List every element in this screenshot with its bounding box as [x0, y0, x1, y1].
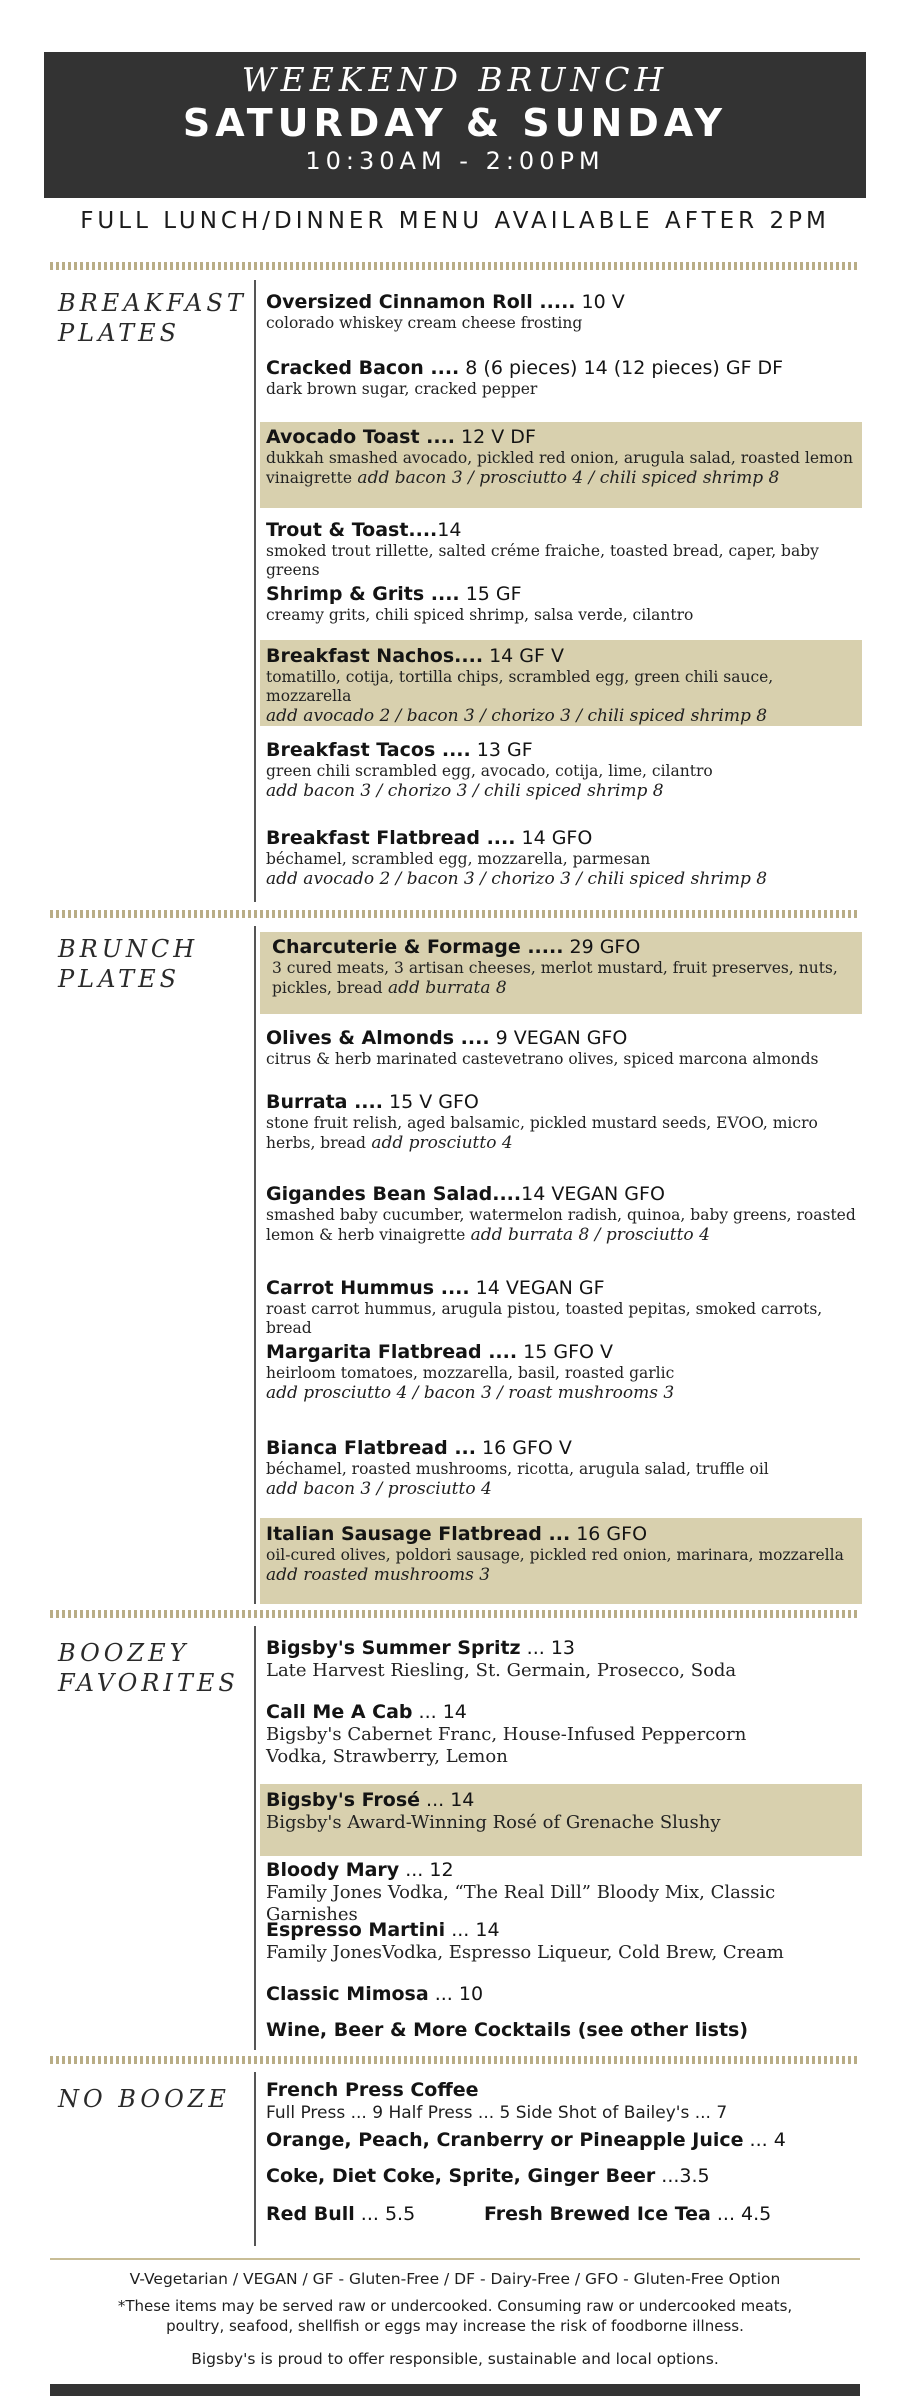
item-text: Charcuterie & Formage .....: [272, 936, 564, 958]
item-desc: oil-cured olives, poldori sausage, pickled red onion, marinara, mozzarella: [266, 1546, 844, 1564]
item-text: GFO V: [547, 1341, 613, 1363]
menu-item: [266, 738, 860, 801]
item-text: ... 5.5: [354, 2203, 416, 2225]
item-desc: citrus & herb marinated castevetrano olives, spiced marcona almonds: [266, 1050, 819, 1068]
item-name: [266, 1522, 862, 1546]
item-addon: add bacon 3 / chorizo 3 / chili spiced shrimp 8: [266, 781, 664, 801]
item-name: [484, 2202, 854, 2226]
raw-food-warning: [44, 2296, 866, 2336]
item-text: ... 14: [412, 1701, 467, 1723]
item-addon: add prosciutto 4: [365, 1133, 513, 1153]
item-text: Fresh Brewed Ice Tea: [484, 2203, 711, 2225]
item-text: 14: [521, 1183, 546, 1205]
item-desc: creamy grits, chili spiced shrimp, salsa verde, cilantro: [266, 606, 694, 624]
item-text: Shrimp & Grits ....: [266, 583, 460, 605]
item-desc: Bigsby's Award-Winning Rosé of Grenache Slushy: [266, 1812, 721, 1833]
item-addon: add prosciutto 4 / bacon 3 / roast mushrooms 3: [266, 1383, 675, 1403]
item-text: GF: [489, 583, 522, 605]
item-text: Margarita Flatbread ....: [266, 1341, 518, 1363]
item-name: [266, 738, 860, 762]
item-name: [266, 1436, 860, 1460]
item-desc: heirloom tomatoes, mozzarella, basil, roasted garlic: [266, 1364, 675, 1382]
section-title-line: PLATES: [58, 965, 181, 993]
item-text: Avocado Toast ....: [266, 426, 456, 448]
divider: [50, 2056, 860, 2064]
section-title-nobooze: NO BOOZE: [58, 2085, 230, 2113]
item-text: 3 cured meats, 3 artisan cheeses, merlot mustard, fruit preserves, nuts, pickles, bread: [272, 959, 838, 997]
item-text: GFO: [593, 936, 641, 958]
divider: [50, 262, 860, 270]
item-desc: tomatillo, cotija, tortilla chips, scrambled egg, green chili sauce, mozzarella: [266, 668, 774, 705]
header-days: SATURDAY & SUNDAY: [182, 101, 728, 145]
item-text: VEGAN GF: [499, 1277, 605, 1299]
section-title-brunch: [58, 934, 198, 994]
item-text: 14: [469, 1277, 500, 1299]
warning-line: poultry, seafood, shellfish or eggs may increase the risk of foodborne illness.: [166, 2317, 744, 2335]
item-name: [266, 1788, 862, 1812]
item-text: 15: [517, 1341, 548, 1363]
item-text: Italian Sausage Flatbread ...: [266, 1523, 571, 1545]
item-text: V: [605, 291, 625, 313]
section-title-boozey: [58, 1638, 239, 1698]
item-name: [266, 826, 860, 850]
item-text: 14: [483, 645, 514, 667]
item-text: GFO V: [506, 1437, 572, 1459]
item-text: Classic Mimosa: [266, 1983, 429, 2005]
item-name: French Press Coffee: [266, 2079, 479, 2101]
section-title-line: BRUNCH: [58, 935, 199, 963]
item-text: Wine, Beer & More Cocktails (see other lists): [266, 2019, 749, 2041]
item-name: [266, 2128, 860, 2152]
item-name: [266, 582, 860, 606]
item-text: 9: [489, 1027, 508, 1049]
drink-item: [266, 2078, 860, 2124]
item-addon: add roasted mushrooms 3: [266, 1565, 491, 1585]
item-text: GFO: [545, 827, 593, 849]
item-text: stone fruit relish, aged balsamic, pickled mustard seeds, EVOO, micro herbs, bread: [266, 1114, 818, 1152]
item-addon: add burrata 8 / prosciutto 4: [465, 1225, 710, 1245]
drink-item: [266, 1700, 860, 1768]
item-text: Breakfast Flatbread ....: [266, 827, 516, 849]
item-name: [266, 2164, 860, 2188]
menu-item-featured: [260, 422, 862, 508]
item-name: [272, 935, 862, 959]
item-name: [266, 644, 862, 668]
item-name: [266, 356, 860, 380]
item-text: Bianca Flatbread ...: [266, 1437, 476, 1459]
item-text: Coke, Diet Coke, Sprite, Ginger Beer: [266, 2165, 656, 2187]
item-name: [266, 290, 860, 314]
item-text: 10: [575, 291, 606, 313]
header-title: WEEKEND BRUNCH: [241, 60, 669, 99]
item-text: 8 (6 pieces) 14 (12 pieces): [459, 357, 720, 379]
sustainability-note: Bigsby's is proud to offer responsible, sustainable and local options.: [191, 2350, 719, 2368]
item-name: [266, 425, 862, 449]
footer-bar: [50, 2384, 860, 2396]
item-text: ... 4: [743, 2129, 786, 2151]
item-text: Burrata ....: [266, 1091, 383, 1113]
item-name: [266, 1858, 860, 1882]
item-desc: Family JonesVodka, Espresso Liqueur, Cold Brew, Cream: [266, 1942, 784, 1963]
item-text: Breakfast Nachos....: [266, 645, 484, 667]
menu-item: [266, 1026, 860, 1069]
item-text: Gigandes Bean Salad....: [266, 1183, 522, 1205]
item-text: V GFO: [413, 1091, 479, 1113]
item-text: Call Me A Cab: [266, 1701, 413, 1723]
section-title-breakfast: [58, 288, 247, 348]
item-text: 29: [563, 936, 594, 958]
item-desc: smoked trout rillette, salted créme fraiche, toasted bread, caper, baby greens: [266, 542, 819, 579]
item-desc: Family Jones Vodka, “The Real Dill” Bloody Mix, Classic Garnishes: [266, 1882, 776, 1925]
drink-item: [266, 2164, 860, 2188]
item-text: Orange, Peach, Cranberry or Pineapple Juice: [266, 2129, 744, 2151]
item-text: GFO: [600, 1523, 648, 1545]
drink-item: [484, 2202, 854, 2226]
item-name: [266, 1090, 860, 1114]
vertical-divider: [254, 280, 256, 902]
item-name: [266, 1340, 860, 1364]
item-desc: [272, 959, 862, 998]
item-desc: [266, 1114, 860, 1153]
item-desc: roast carrot hummus, arugula pistou, toasted pepitas, smoked carrots, bread: [266, 1300, 823, 1337]
item-desc: Late Harvest Riesling, St. Germain, Prosecco, Soda: [266, 1660, 737, 1681]
item-name: [266, 518, 860, 542]
warning-line: *These items may be served raw or undercooked. Consuming raw or undercooked meats,: [117, 2297, 793, 2315]
menu-item: [266, 1340, 860, 1403]
footer-rule: [50, 2258, 860, 2260]
item-text: Bloody Mary: [266, 1859, 400, 1881]
item-text: Carrot Hummus ....: [266, 1277, 470, 1299]
item-text: ... 14: [420, 1789, 475, 1811]
item-text: ... 4.5: [710, 2203, 772, 2225]
drink-item: [266, 1636, 860, 1682]
section-title-line: PLATES: [58, 319, 181, 347]
item-text: VEGAN GFO: [507, 1027, 628, 1049]
vertical-divider: [254, 2072, 256, 2246]
item-text: Red Bull: [266, 2203, 355, 2225]
item-name: [266, 1918, 860, 1942]
item-desc: béchamel, scrambled egg, mozzarella, parmesan: [266, 850, 651, 868]
section-title-line: FAVORITES: [58, 1669, 239, 1697]
item-text: Espresso Martini: [266, 1919, 446, 1941]
item-desc: colorado whiskey cream cheese frosting: [266, 314, 583, 332]
dietary-legend: V-Vegetarian / VEGAN / GF - Gluten-Free / DF - Dairy-Free / GFO - Gluten-Free Option: [129, 2270, 781, 2288]
header-banner: [44, 52, 866, 198]
menu-item: [266, 1090, 860, 1153]
divider: [50, 910, 860, 918]
item-text: ...3.5: [655, 2165, 710, 2187]
item-text: 15: [459, 583, 490, 605]
item-text: 16: [475, 1437, 507, 1459]
header-hours: 10:30AM - 2:00PM: [305, 147, 605, 175]
menu-item: [266, 518, 860, 580]
item-text: Oversized Cinnamon Roll .....: [266, 291, 576, 313]
section-title-line: BREAKFAST: [58, 289, 247, 317]
item-text: Olives & Almonds ....: [266, 1027, 490, 1049]
item-text: ... 12: [399, 1859, 454, 1881]
item-desc: [266, 449, 862, 488]
item-desc: [266, 1206, 860, 1245]
item-text: Breakfast Tacos ....: [266, 739, 471, 761]
menu-item: [266, 356, 860, 399]
item-name: [266, 1982, 860, 2006]
item-text: GF V: [513, 645, 564, 667]
menu-item-featured: [260, 932, 862, 1014]
menu-item: [266, 1436, 860, 1499]
item-text: Cracked Bacon ....: [266, 357, 460, 379]
drink-item: [266, 1858, 860, 1926]
item-name: [266, 1182, 860, 1206]
item-text: GF DF: [719, 357, 784, 379]
drink-item: [266, 1982, 860, 2006]
item-name: [266, 1700, 860, 1724]
menu-item: [266, 582, 860, 625]
menu-item-featured: [260, 1518, 862, 1604]
drink-item: [266, 2128, 860, 2152]
item-addon: add avocado 2 / bacon 3 / chorizo 3 / chili spiced shrimp 8: [266, 869, 768, 889]
item-desc: béchamel, roasted mushrooms, ricotta, arugula salad, truffle oil: [266, 1460, 769, 1478]
item-text: Bigsby's Frosé: [266, 1789, 421, 1811]
item-addon: add burrata 8: [382, 978, 507, 998]
drink-item: [266, 2018, 860, 2042]
item-desc: Bigsby's Cabernet Franc, House-Infused Peppercorn Vodka, Strawberry, Lemon: [266, 1724, 747, 1767]
item-desc: green chili scrambled egg, avocado, cotija, lime, cilantro: [266, 762, 713, 780]
item-name: [266, 1276, 860, 1300]
menu-item: [266, 1182, 860, 1245]
coffee-prices: Full Press ... 9 Half Press ... 5 Side Shot of Bailey's ... 7: [266, 2103, 728, 2123]
menu-item: [266, 1276, 860, 1338]
item-text: ... 14: [445, 1919, 500, 1941]
item-text: ... 13: [520, 1637, 575, 1659]
item-addon: add bacon 3 / prosciutto 4 / chili spiced shrimp 8: [352, 468, 780, 488]
item-text: 15: [382, 1091, 414, 1113]
item-addon: add bacon 3 / prosciutto 4: [266, 1479, 492, 1499]
vertical-divider: [254, 1626, 256, 2050]
item-text: VEGAN GFO: [545, 1183, 665, 1205]
item-desc: dark brown sugar, cracked pepper: [266, 380, 538, 398]
menu-item: [266, 290, 860, 333]
item-text: Bigsby's Summer Spritz: [266, 1637, 521, 1659]
menu-item: [266, 826, 860, 889]
item-text: GF: [500, 739, 533, 761]
subheading: FULL LUNCH/DINNER MENU AVAILABLE AFTER 2PM: [80, 208, 830, 234]
item-text: 14: [437, 519, 462, 541]
vertical-divider: [254, 926, 256, 1604]
item-text: Trout & Toast....: [266, 519, 438, 541]
item-text: 16: [570, 1523, 601, 1545]
divider: [50, 1610, 860, 1618]
item-text: dukkah smashed avocado, pickled red onion, arugula salad, roasted lemon vinaigrette: [266, 449, 854, 487]
item-name: [266, 1636, 860, 1660]
drink-item-featured: [260, 1784, 862, 1856]
drink-item: [266, 1918, 860, 1964]
item-text: 14: [515, 827, 546, 849]
item-text: V DF: [485, 426, 536, 448]
item-text: smashed baby cucumber, watermelon radish, quinoa, baby greens, roasted lemon & herb vinaigrette: [266, 1206, 856, 1244]
item-addon: add avocado 2 / bacon 3 / chorizo 3 / chili spiced shrimp 8: [266, 706, 768, 726]
item-name: [266, 2018, 860, 2042]
item-text: ... 10: [428, 1983, 484, 2005]
item-text: 12: [455, 426, 486, 448]
item-name: [266, 1026, 860, 1050]
menu-item-featured: [260, 640, 862, 726]
item-text: 13: [470, 739, 501, 761]
section-title-line: BOOZEY: [58, 1639, 190, 1667]
